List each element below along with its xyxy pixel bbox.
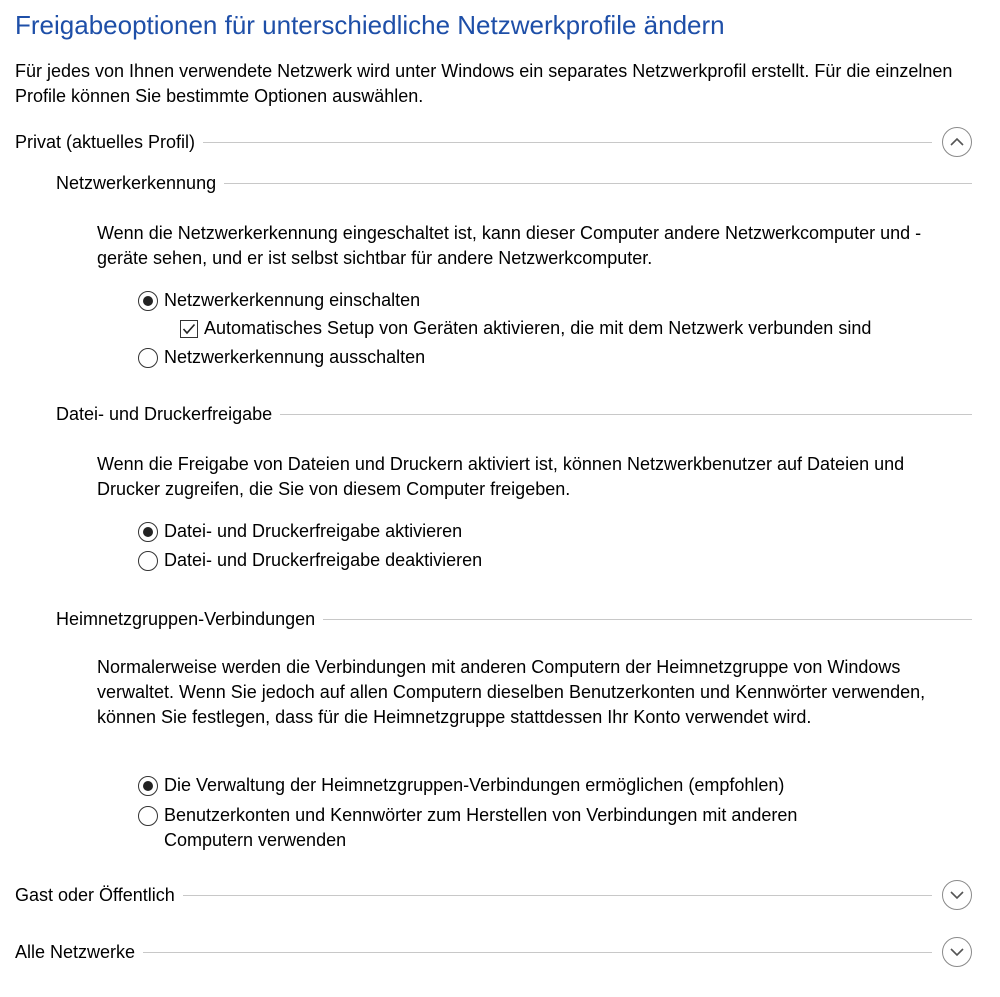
radio-label: Die Verwaltung der Heimnetzgruppen-Verbindungen ermöglichen (empfohlen) — [164, 775, 785, 795]
divider — [323, 619, 972, 620]
divider — [143, 952, 932, 953]
radio-network-discovery-off[interactable] — [138, 345, 425, 370]
radio-label: Benutzerkonten und Kennwörter zum Herstellen von Verbindungen mit anderen Computern verwenden — [164, 805, 798, 850]
profile-label-guest: Gast oder Öffentlich — [15, 884, 175, 905]
checkbox-checked[interactable] — [180, 320, 198, 338]
homegroup-description: Normalerweise werden die Verbindungen mit anderen Computern der Heimnetzgruppe von Windows verwaltet. Wenn Sie jedoch auf allen Computern dieselben Benutzerkonten und Kennwörter verwenden, können Sie festlegen, dass für die Heimnetzgruppe stattdessen Ihr Konto verwendet wird. — [97, 657, 926, 727]
divider — [224, 183, 972, 184]
expand-button-all[interactable] — [942, 937, 972, 967]
radio-button-selected[interactable] — [138, 776, 158, 796]
radio-button-selected[interactable] — [138, 291, 158, 311]
section-header-network-discovery — [56, 169, 972, 197]
divider — [203, 142, 932, 143]
radio-label: Netzwerkerkennung einschalten — [164, 290, 421, 310]
profile-label-private: Privat (aktuelles Profil) — [15, 131, 196, 152]
profile-label-all: Alle Netzwerke — [15, 941, 136, 962]
network-discovery-description: Wenn die Netzwerkerkennung eingeschaltet ist, kann dieser Computer andere Netzwerkcomputer und -geräte sehen, und er ist selbst sichtbar für andere Netzwerkcomputer. — [97, 223, 922, 268]
radio-button-selected[interactable] — [138, 522, 158, 542]
radio-label: Datei- und Druckerfreigabe aktivieren — [164, 521, 463, 541]
checkbox-auto-setup[interactable] — [180, 316, 871, 341]
file-printer-sharing-description: Wenn die Freigabe von Dateien und Druckern aktiviert ist, können Netzwerkbenutzer auf Dateien und Drucker zugreifen, die Sie von diesem Computer freigeben. — [97, 454, 905, 499]
checkmark-icon — [182, 323, 196, 335]
section-label-network-discovery: Netzwerkerkennung — [56, 172, 217, 193]
profile-header-guest[interactable] — [15, 881, 972, 909]
radio-label: Datei- und Druckerfreigabe deaktivieren — [164, 550, 483, 570]
profile-header-private[interactable] — [15, 128, 972, 156]
radio-network-discovery-on[interactable] — [138, 288, 420, 313]
section-header-file-printer-sharing — [56, 400, 972, 428]
checkbox-label: Automatisches Setup von Geräten aktivieren, die mit dem Netzwerk verbunden sind — [204, 318, 872, 338]
radio-button[interactable] — [138, 551, 158, 571]
divider — [183, 895, 932, 896]
chevron-up-icon — [949, 137, 965, 147]
section-label-homegroup: Heimnetzgruppen-Verbindungen — [56, 608, 316, 629]
radio-file-printer-sharing-on[interactable] — [138, 519, 462, 544]
radio-homegroup-windows[interactable] — [138, 773, 784, 798]
intro-text: Für jedes von Ihnen verwendete Netzwerk wird unter Windows ein separates Netzwerkprofil erstellt. Für die einzelnen Profile können Sie bestimmte Optionen auswählen. — [15, 61, 953, 106]
radio-button[interactable] — [138, 348, 158, 368]
profile-header-all[interactable] — [15, 938, 972, 966]
chevron-down-icon — [949, 947, 965, 957]
radio-file-printer-sharing-off[interactable] — [138, 548, 482, 573]
page-title: Freigabeoptionen für unterschiedliche Netzwerkprofile ändern — [15, 10, 725, 40]
expand-button-guest[interactable] — [942, 880, 972, 910]
radio-label: Netzwerkerkennung ausschalten — [164, 347, 426, 367]
collapse-button-private[interactable] — [942, 127, 972, 157]
radio-homegroup-accounts[interactable] — [138, 803, 884, 853]
divider — [280, 414, 972, 415]
section-label-file-printer-sharing: Datei- und Druckerfreigabe — [56, 403, 273, 424]
section-header-homegroup — [56, 605, 972, 633]
chevron-down-icon — [949, 890, 965, 900]
radio-button[interactable] — [138, 806, 158, 826]
